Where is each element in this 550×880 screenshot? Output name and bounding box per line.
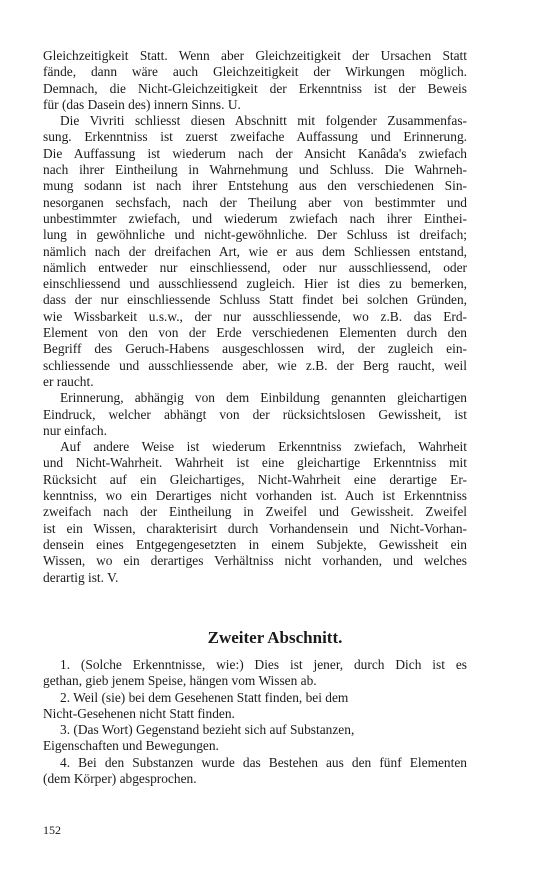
text-line: Element von den von der Erde verschiedenen Elementen durch den bbox=[43, 325, 467, 341]
text-line: kenntniss, wo ein Derartiges nicht vorhanden ist. Auch ist Erkenntniss bbox=[43, 488, 467, 504]
numbered-item-line: 4. Bei den Substanzen wurde das Bestehen aus den fünf Elementen bbox=[60, 754, 467, 770]
section-heading: Zweiter Abschnitt. bbox=[207, 628, 343, 647]
text-line: Demnach, die Nicht-Gleichzeitigkeit der Erkenntniss ist der Beweis bbox=[43, 80, 467, 96]
text-line: ist ein Wissen, charakterisirt durch Vorhandensein und Nicht-Vorhan- bbox=[43, 520, 467, 536]
text-line: Auf andere Weise ist wiederum Erkenntniss zwiefach, Wahrheit bbox=[60, 439, 467, 455]
text-line: nur einfach. bbox=[43, 422, 107, 438]
page-number: 152 bbox=[43, 823, 61, 837]
numbered-item-line: gethan, gieb jenem Speise, hängen vom Wissen ab. bbox=[43, 673, 317, 689]
numbered-item-line: 2. Weil (sie) bei dem Gesehenen Statt finden, bei dem bbox=[60, 689, 349, 705]
numbered-item-line: Nicht-Gesehenen nicht Statt finden. bbox=[43, 705, 235, 721]
numbered-item-line: Eigenschaften und Bewegungen. bbox=[43, 738, 219, 754]
text-line: Die Vivriti schliesst diesen Abschnitt mit folgender Zusammenfas- bbox=[60, 113, 467, 129]
text-line: zweifach nach der Eintheilung in Zweifel und Gewissheit. Zweifel bbox=[43, 504, 467, 520]
text-line: fände, dann wäre auch Gleichzeitigkeit der Wirkungen möglich. bbox=[43, 64, 467, 80]
text-line: Rücksicht auf ein Gleichartiges, Nicht-Wahrheit eine derartige Er- bbox=[43, 471, 467, 487]
text-line: unbestimmter zwiefach, und wiederum zwiefach nach ihrer Einthei- bbox=[43, 210, 467, 226]
text-line: und Nicht-Wahrheit. Wahrheit ist eine gleichartige Erkenntniss mit bbox=[43, 455, 467, 471]
text-line: für (das Dasein des) innern Sinns. U. bbox=[43, 96, 241, 112]
text-line: dass der nur einschliessende Schluss Statt findet bei solchen Gründen, bbox=[43, 292, 467, 308]
text-line: densein eines Entgegengesetzten in einem Subjekte, Gewissheit ein bbox=[43, 536, 467, 552]
text-line: Begriff des Geruch-Habens ausgeschlossen wird, der zugleich ein- bbox=[43, 341, 467, 357]
text-line: nämlich nach der dreifachen Art, wie er aus dem Schliessen entstand, bbox=[43, 243, 467, 259]
section-one-text bbox=[43, 48, 467, 586]
text-line: wie Wissbarkeit u.s.w., der nur ausschliessende, wo z.B. das Erd- bbox=[43, 308, 467, 324]
text-line: sung. Erkenntniss ist zuerst zweifache Auffassung und Erinnerung. bbox=[43, 129, 467, 145]
numbered-item-line: 3. (Das Wort) Gegenstand bezieht sich auf Substanzen, bbox=[60, 722, 355, 738]
text-line: einschliessend und ausschliessend zugleich. Hier ist dies zu bemerken, bbox=[43, 276, 467, 292]
numbered-item-line: (dem Körper) abgesprochen. bbox=[43, 771, 197, 787]
text-line: lung in gewöhnliche und nicht-gewöhnliche. Der Schluss ist dreifach; bbox=[43, 227, 467, 243]
text-line: schliessende und ausschliessende aber, wie z.B. der Berg raucht, weil bbox=[43, 357, 467, 373]
text-line: Die Auffassung ist wiederum nach der Ansicht Kanâda's zwiefach bbox=[43, 145, 467, 161]
text-line: Gleichzeitigkeit Statt. Wenn aber Gleichzeitigkeit der Ursachen Statt bbox=[43, 48, 467, 63]
numbered-item-line: 1. (Solche Erkenntnisse, wie:) Dies ist jener, durch Dich ist es bbox=[60, 657, 467, 672]
text-line: nach ihrer Eintheilung in Wahrnehmung und Schluss. Die Wahrneh- bbox=[43, 162, 467, 178]
section-two-text bbox=[43, 657, 467, 787]
text-line: Erinnerung, abhängig von dem Einbildung genannten gleichartigen bbox=[60, 390, 467, 406]
text-line: derartig ist. V. bbox=[43, 569, 119, 585]
text-line: Wissen, wo ein derartiges Verhältniss nicht vorhanden, und welches bbox=[43, 553, 467, 569]
text-line: mung sodann ist nach ihrer Entstehung aus den verschiedenen Sin- bbox=[43, 178, 467, 194]
text-line: Eindruck, welcher abhängt von der rücksichtslosen Gewissheit, ist bbox=[43, 406, 467, 422]
text-line: er raucht. bbox=[43, 373, 94, 389]
text-line: nesorganen sechsfach, nach der Theilung aber von bestimmter und bbox=[43, 194, 467, 210]
text-line: nämlich entweder nur einschliessend, oder nur ausschliessend, oder bbox=[43, 259, 467, 275]
